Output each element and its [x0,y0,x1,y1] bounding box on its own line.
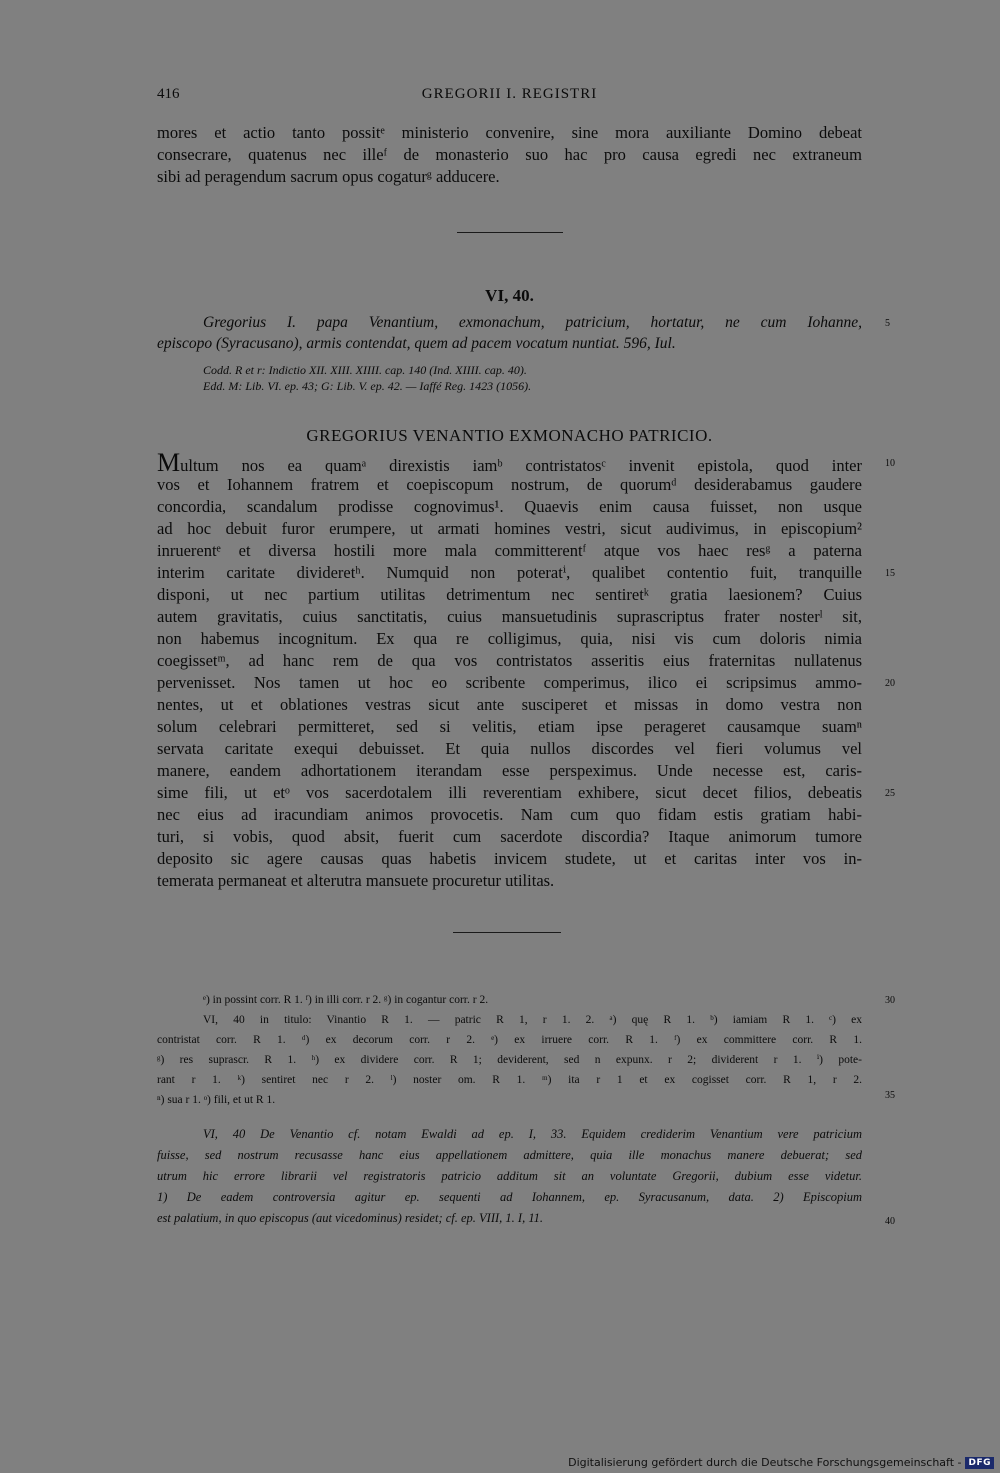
text-line: concordia, scandalum prodisse cognovimus¹. Quaevis enim causa fuisset, non usque [157,497,862,516]
codd-line: Edd. M: Lib. VI. ep. 43; G: Lib. V. ep. 42. — Iaffé Reg. 1423 (1056). [203,379,532,393]
apparatus-line: ᵉ) in possint corr. R 1. ᶠ) in illi corr. r 2. ᵍ) in cogantur corr. r 2. [203,994,489,1006]
section-divider [457,232,563,233]
apparatus-line: contristat corr. R 1. ᵈ) ex decorum corr. r 2. ᵉ) ex irruere corr. R 1. ᶠ) ex committere corr. R 1. [157,1034,862,1046]
text-line: vos et Iohannem fratrem et coepiscopum nostrum, de quorumᵈ desiderabamus gaudere [157,475,862,494]
text-line: nentes, ut et oblationes vestras sicut ante susciperet et missas in domo vestra non [157,695,862,714]
text-line: coegissetᵐ, ad hanc rem de qua vos contristatos asseritis eius fraternitas nullatenus [157,651,862,670]
commentary [157,1124,862,1229]
text-line: interim caritate divideretʰ. Numquid non poteratⁱ, qualibet contentio fuit, tranquille [157,563,862,582]
regest [157,312,862,354]
line-number: 30 [885,995,895,1006]
regest-line: episcopo (Syracusano), armis contendat, quem ad pacem vocatum nuntiat. 596, Iul. [157,335,676,352]
running-title: GREGORII I. REGISTRI [421,86,598,102]
text-line: turi, si vobis, quod absit, fuerit cum sacerdote discordia? Itaque animorum tumore [157,827,862,846]
codices-note [203,362,863,394]
text-line: inruerentᵉ et diversa hostili more mala committerentᶠ atque vos haec resᵍ a paterna [157,541,862,560]
line-number: 35 [885,1090,895,1101]
letter-body [157,452,862,892]
letter-heading: VI, 40. [485,286,534,305]
opening-text [157,122,862,188]
page-header [157,86,862,110]
letter-address: GREGORIUS VENANTIO EXMONACHO PATRICIO. [306,426,713,445]
apparatus-line: VI, 40 in titulo: Vinantio R 1. — patric R 1, r 1. 2. ᵃ) quę R 1. ᵇ) iamiam R 1. ᶜ) ex [203,1014,862,1026]
section-divider [453,932,561,933]
text-line: sime fili, ut etᵒ vos sacerdotalem illi reverentiam exhibere, sicut decet filios, debeatis [157,783,862,802]
text-line: pervenisset. Nos tamen ut hoc eo scribente comperimus, ilico ei scripsimus ammo- [157,673,862,692]
text-line: disponi, ut nec partium utilitas detrimentum nec sentiretᵏ gratia laesionem? Cuius [157,585,862,604]
commentary-line: VI, 40 De Venantio cf. notam Ewaldi ad ep. I, 33. Equidem crediderim Venantium vere patricium [203,1127,862,1141]
codd-line: Codd. R et r: Indictio XII. XIII. XIIII. cap. 140 (Ind. XIIII. cap. 40). [203,363,527,377]
text-line: solum celebrari permitteret, sed si velitis, etiam ipse perageret causamque suamⁿ [157,717,862,736]
text-line: temerata permaneat et alterutra mansuete procuretur utilitas. [157,871,555,890]
commentary-line: fuisse, sed nostrum recusasse hanc eius appellationem admittere, quia ille monachus manere debuerat; sed [157,1148,862,1162]
text-line: deposito sic agere causas quas habetis invicem studete, ut et caritas inter vos in- [157,849,862,868]
text-line: sibi ad peragendum sacrum opus cogaturᵍ adducere. [157,167,500,186]
critical-apparatus [157,990,862,1110]
line-number: 40 [885,1216,895,1227]
commentary-line: utrum hic errore librarii vel registratoris patricio additum sit an voluntate Gregorii, dubium esse videtur. [157,1169,862,1183]
text-line: ad hoc debuit furor erumpere, ut armati homines vestri, sicut audivimus, in episcopium² [157,519,862,538]
first-line-text: ultum nos ea quamᵃ direxistis iamᵇ contristatosᶜ invenit epistola, quod inter [180,456,862,474]
footer-text: Digitalisierung gefördert durch die Deutsche Forschungsgemeinschaft - [568,1456,962,1469]
line-number: 5 [885,318,890,329]
apparatus-line: ᵍ) res suprascr. R 1. ʰ) ex dividere corr. R 1; deviderent, sed n expunx. r 2; dividerent r 1. ⁱ) pote- [157,1054,862,1066]
text-line: mores et actio tanto possitᵉ ministerio convenire, sine mora auxiliante Domino debeat [157,123,862,142]
line-number: 25 [885,788,895,799]
page-number: 416 [157,86,180,102]
text-line: non habemus incognitum. Ex qua re colligimus, quia, nisi vis cum doloris nimia [157,629,862,648]
line-number: 10 [885,458,895,469]
text-line [157,452,862,474]
apparatus-line: rant r 1. ᵏ) sentiret nec r 2. ˡ) noster om. R 1. ᵐ) ita r 1 et ex cogisset corr. R 1, r 2. [157,1074,862,1086]
line-number: 15 [885,568,895,579]
text-line: manere, eandem adhortationem iterandam esse perspeximus. Unde necesse est, caris- [157,761,862,780]
regest-line: Gregorius I. papa Venantium, exmonachum, patricium, hortatur, ne cum Iohanne, [203,314,862,331]
initial-letter: M [157,452,181,474]
apparatus-line: ⁿ) sua r 1. ᵒ) fili, et ut R 1. [157,1094,276,1106]
line-number: 20 [885,678,895,689]
text-line: nec eius ad iracundiam animos provocetis. Nam cum quo fidam estis gratiam habi- [157,805,862,824]
commentary-line: 1) De eadem controversia agitur ep. sequenti ad Iohannem, ep. Syracusanum, data. 2) Episcopium [157,1190,862,1204]
commentary-line: est palatium, in quo episcopus (aut vicedominus) residet; cf. ep. VIII, 1. I, 11. [157,1211,544,1225]
dfg-logo: DFG [965,1457,994,1469]
text-line: autem gravitatis, cuius sanctitatis, cuius mansuetudinis suprascriptus frater nosterˡ sit, [157,607,862,626]
text-line: servata caritate exequi debuisset. Et quia nullos discordes vel fieri volumus vel [157,739,862,758]
funding-footer [568,1456,994,1469]
text-line: consecrare, quatenus nec illeᶠ de monasterio suo hac pro causa egredi nec extraneum [157,145,862,164]
